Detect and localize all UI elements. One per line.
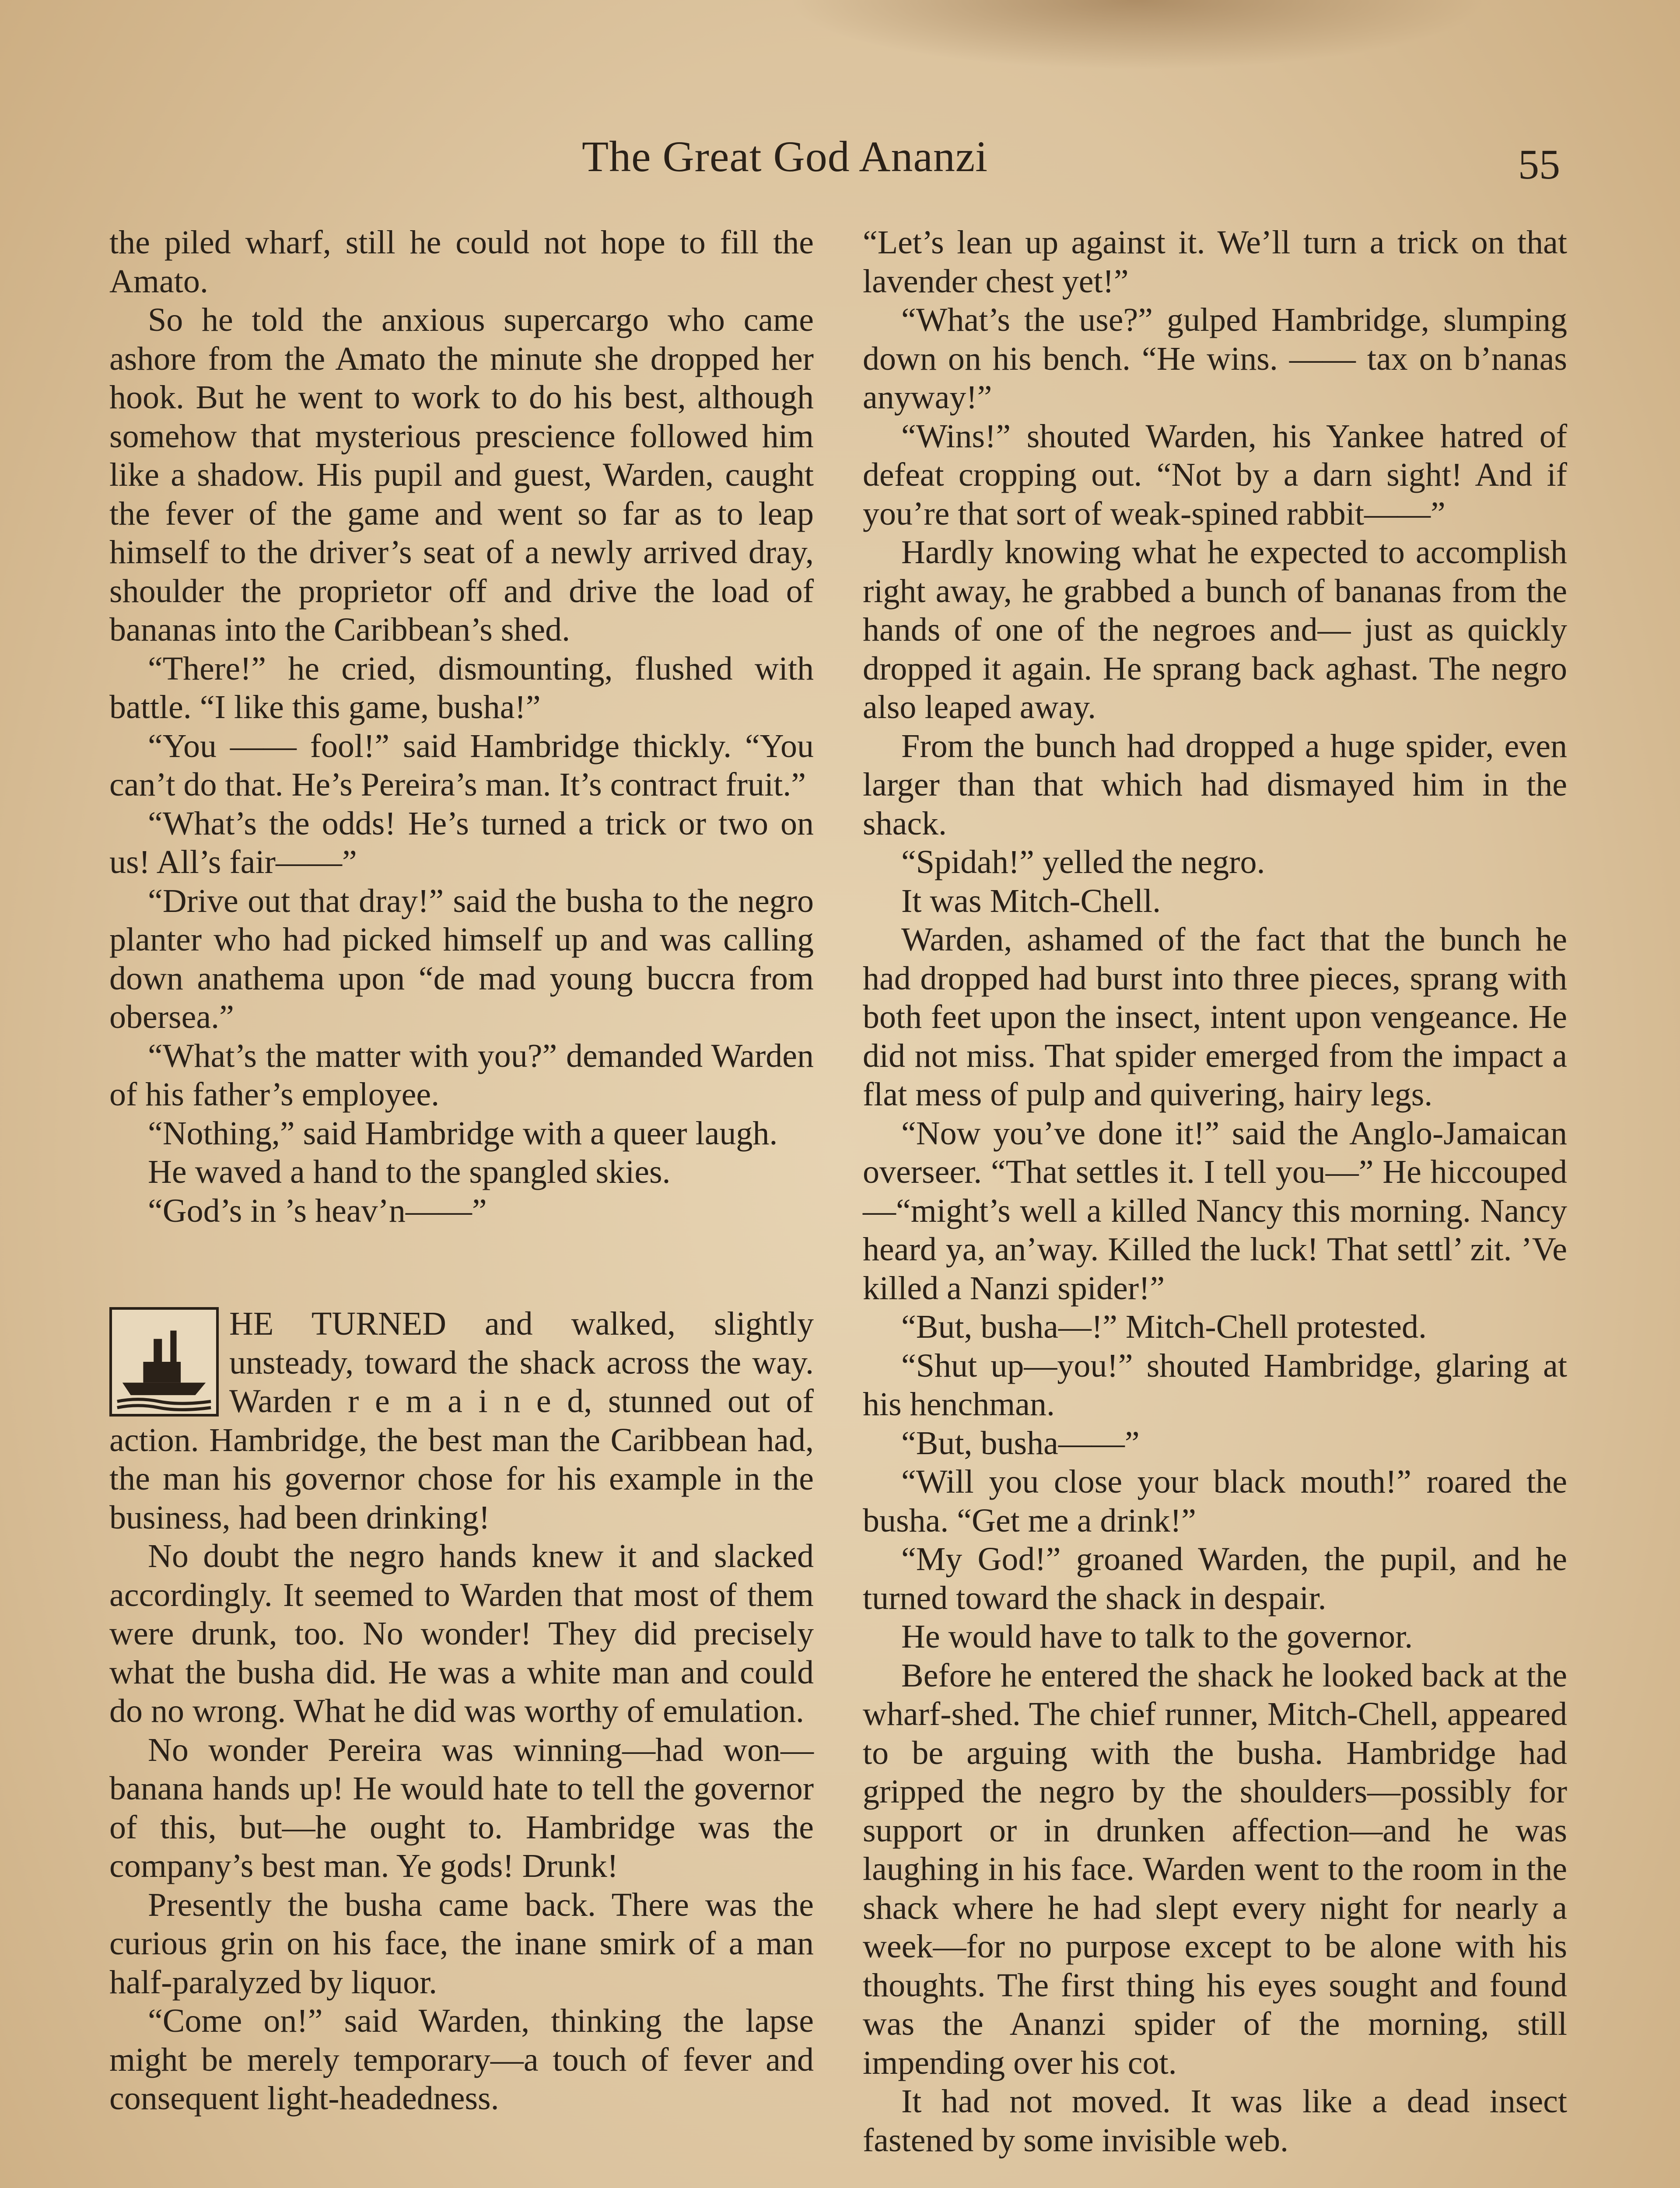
paragraph: “My God!” groaned Warden, the pupil, and he turned toward the shack in despair.: [863, 1541, 1567, 1616]
paragraph: He would have to talk to the governor.: [901, 1618, 1413, 1655]
paragraph: Before he entered the shack he looked back at the wharf-shed. The chief runner, Mitch-Chell, appeared to be arguing with the busha. Hambridge had gripped the negro by the shoulders—possibly for support or in drunken affection—and he was laughing in his face. Warden went to the room in the shack where he had slept every night for nearly a week—for no purpose except to be alone with his thoughts. The first thing his eyes sought and found was the Ananzi spider of the morning, still impending over his cot.: [863, 1657, 1567, 2081]
paragraph: “Wins!” shouted Warden, his Yankee hatred of defeat cropping out. “Not by a darn sight! And if you’re that sort of weak-spined rabbit——”: [863, 417, 1567, 532]
paragraph: “Will you close your black mouth!” roared the busha. “Get me a drink!”: [863, 1463, 1567, 1539]
paragraph: It was Mitch-Chell.: [901, 882, 1161, 919]
ship-icon: [112, 1310, 216, 1414]
paragraph: “What’s the odds! He’s turned a trick or two on us! All’s fair——”: [109, 805, 814, 880]
page-header: [0, 131, 1680, 193]
paragraph: “Drive out that dray!” said the busha to the negro planter who had picked himself up and was calling down anathema upon “de mad young buccra from obersea.”: [109, 882, 814, 1035]
paragraph: Presently the busha came back. There was the curious grin on his face, the inane smirk of a man half-paralyzed by liquor.: [109, 1886, 814, 2001]
dropcap-ship-illustration: [109, 1307, 219, 1417]
paragraph: From the bunch had dropped a huge spider, even larger than that which had dismayed him in the shack.: [863, 727, 1567, 842]
paragraph: “God’s in ’s heav’n——”: [148, 1192, 487, 1229]
paragraph: He waved a hand to the spangled skies.: [148, 1154, 671, 1190]
paragraph: “Let’s lean up against it. We’ll turn a trick on that lavender chest yet!”: [863, 224, 1567, 300]
section-break: [109, 1230, 814, 1304]
paragraph: “Nothing,” said Hambridge with a queer laugh.: [148, 1115, 778, 1152]
paragraph: “What’s the matter with you?” demanded Warden of his father’s employee.: [109, 1037, 814, 1113]
paragraph: Hardly knowing what he expected to accomplish right away, he grabbed a bunch of bananas from the hands of one of the negroes and— just as quickly dropped it again. He sprang back aghast. The negro also leaped away.: [863, 534, 1567, 726]
paragraph: “Spidah!” yelled the negro.: [901, 844, 1265, 880]
paragraph: the piled wharf, still he could not hope to fill the Amato.: [109, 224, 814, 300]
left-column: [109, 223, 814, 2118]
paragraph: So he told the anxious supercargo who came ashore from the Amato the minute she dropped her hook. But he went to work to do his best, although somehow that mysterious prescience followed him like a shadow. His pupil and guest, Warden, caught the fever of the game and went so far as to leap himself to the driver’s seat of a newly arrived dray, shoulder the proprietor off and drive the load of bananas into the Caribbean’s shed.: [109, 302, 814, 648]
running-title: The Great God Ananzi: [582, 132, 988, 181]
paragraph: “What’s the use?” gulped Hambridge, slumping down on his bench. “He wins. —— tax on b’nanas anyway!”: [863, 302, 1567, 416]
page-number: 55: [1518, 141, 1560, 188]
paragraph: “Now you’ve done it!” said the Anglo-Jamaican overseer. “That settles it. I tell you—” He hiccouped—“might’s well a killed Nancy this morning. Nancy heard ya, an’way. Killed the luck! That settl’ zit. ’Ve killed a Nanzi spider!”: [863, 1115, 1567, 1307]
paragraph: No wonder Pereira was winning—had won—banana hands up! He would hate to tell the governor of this, but—he ought to. Hambridge was the company’s best man. Ye gods! Drunk!: [109, 1731, 814, 1884]
paper-stain: [788, 0, 1488, 70]
paragraph: Warden, ashamed of the fact that the bunch he had dropped had burst into three pieces, sprang with both feet upon the insect, intent upon vengeance. He did not miss. That spider emerged from the impact a flat mess of pulp and quivering, hairy legs.: [863, 921, 1567, 1113]
paragraph: No doubt the negro hands knew it and slacked accordingly. It seemed to Warden that most of them were drunk, too. No wonder! They did precisely what the busha did. He was a white man and could do no wrong. What he did was worthy of emulation.: [109, 1538, 814, 1729]
paragraph: “There!” he cried, dismounting, flushed with battle. “I like this game, busha!”: [109, 650, 814, 726]
paragraph: “Shut up—you!” shouted Hambridge, glaring at his henchman.: [863, 1347, 1567, 1423]
dropcap-paragraph: [109, 1304, 814, 1537]
dropcap-paragraph-text: HE TURNED and walked, slightly unsteady, toward the shack across the way. Warden r e m a i n e d, stunned out of action. Hambridge, the best man the Caribbean had, the man his governor chose for his example in the business, had been drinking!: [109, 1305, 814, 1536]
paragraph: It had not moved. It was like a dead insect fastened by some invisible web.: [863, 2083, 1567, 2159]
paragraph: “But, busha——”: [901, 1424, 1140, 1462]
paragraph: “You —— fool!” said Hambridge thickly. “You can’t do that. He’s Pereira’s man. It’s contract fruit.”: [109, 727, 814, 803]
paragraph: “But, busha—!” Mitch-Chell protested.: [901, 1308, 1427, 1345]
paragraph: “Come on!” said Warden, thinking the lapse might be merely temporary—a touch of fever and consequent light-headedness.: [109, 2002, 814, 2117]
right-column: [863, 223, 1567, 2160]
